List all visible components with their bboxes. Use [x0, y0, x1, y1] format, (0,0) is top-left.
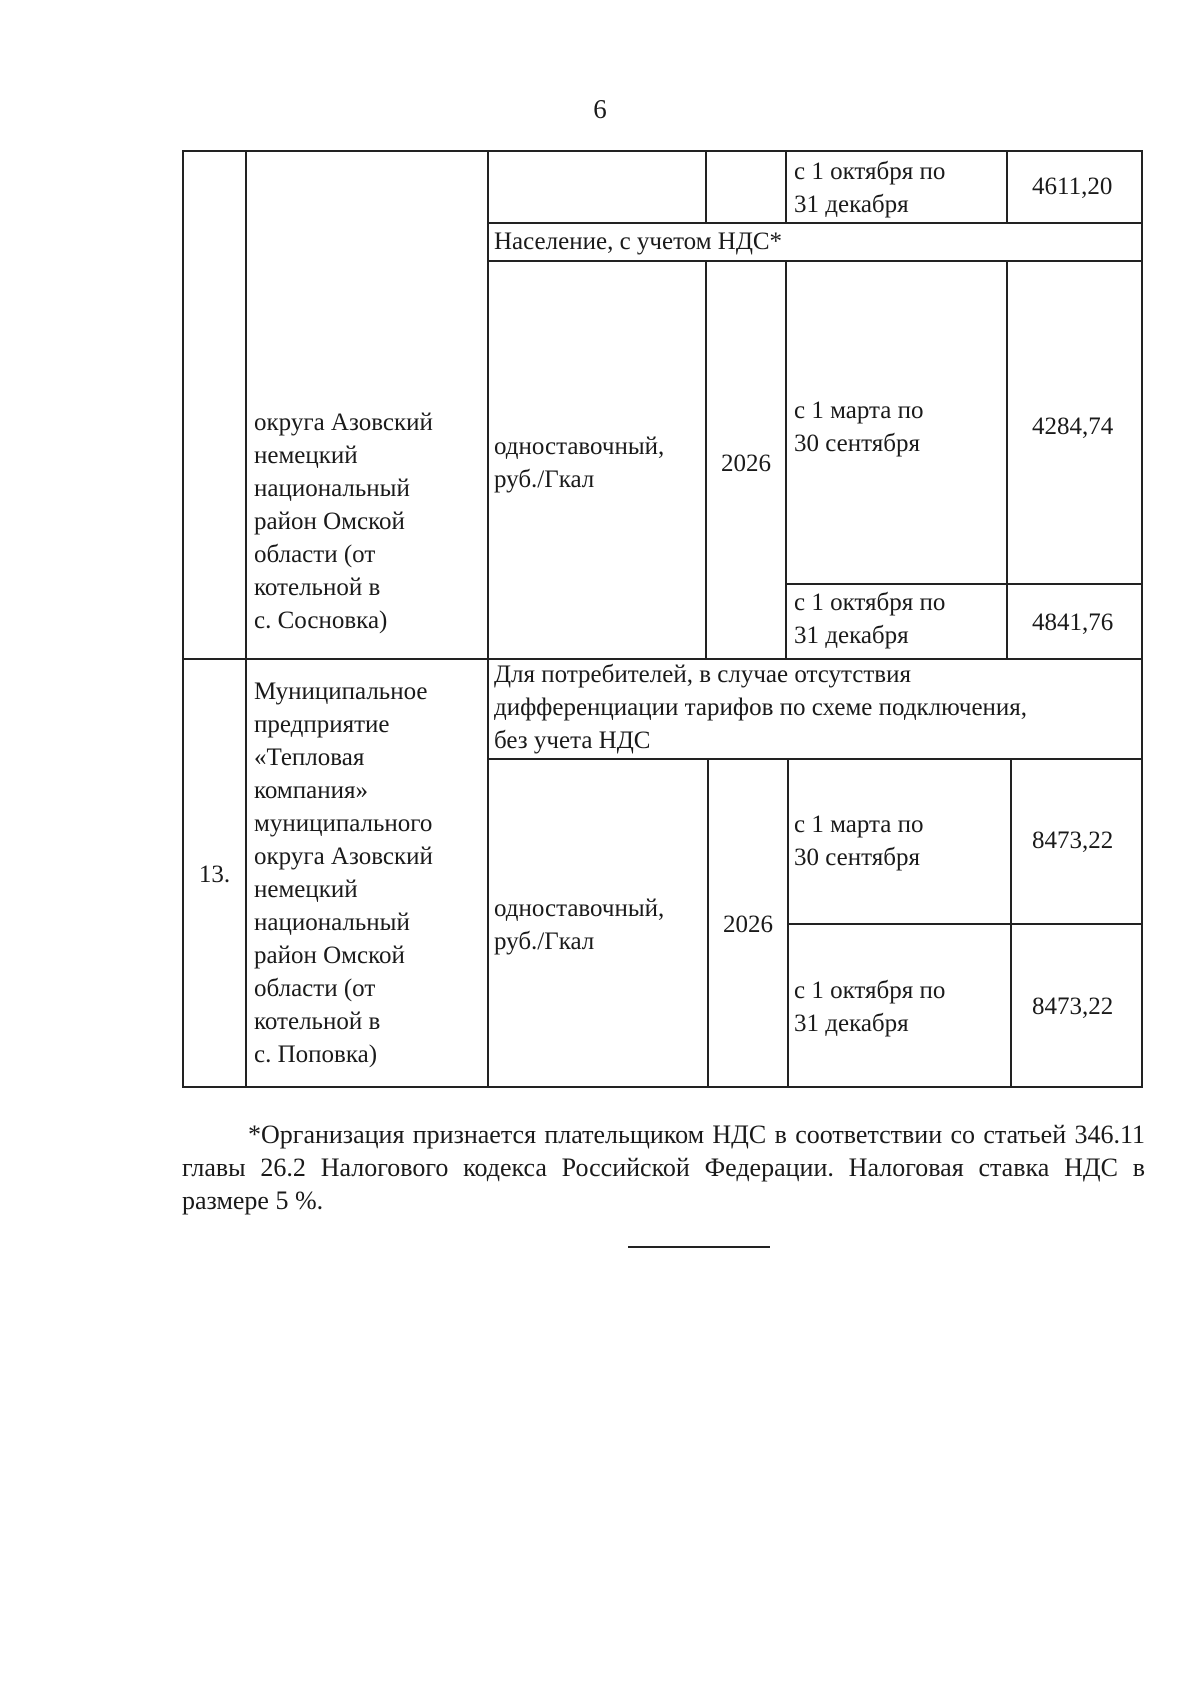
period-cell: с 1 марта по 30 сентября [794, 811, 924, 871]
col-divider-4 [785, 260, 787, 658]
row-divider [785, 583, 1143, 585]
end-rule [628, 1246, 770, 1248]
tariff-value: 4284,74 [1032, 413, 1114, 440]
vat-footnote [182, 1118, 1145, 1217]
group-header: Население, с учетом НДС* [494, 228, 783, 255]
page-number: 6 [593, 94, 607, 124]
tariff-value: 4841,76 [1032, 609, 1114, 636]
row-number: 13. [198, 861, 231, 888]
organization-name: Муниципальное предприятие «Тепловая компания» муниципального округа Азовский немецкий национальный район Омской области (от котельной в с. Поповка) [254, 678, 433, 1068]
tariff-value: 4611,20 [1032, 173, 1113, 200]
tariff-table [182, 150, 1143, 1088]
period-cell: с 1 октября по 31 декабря [794, 158, 946, 218]
period-cell: с 1 марта по 30 сентября [794, 397, 924, 457]
row-divider [787, 923, 1143, 925]
group-header: Для потребителей, в случае отсутствия дифференциации тарифов по схеме подключения, без учета НДС [494, 661, 1028, 754]
year-cell: 2026 [721, 450, 771, 477]
col-divider-2 [487, 152, 489, 1088]
col-divider-1 [245, 152, 247, 1088]
tariff-value: 8473,22 [1032, 827, 1114, 854]
year-cell: 2026 [723, 911, 773, 938]
footnote-text: *Организация признается плательщиком НДС в соответствии со статьей 346.11 главы 26.2 Налогового кодекса Российской Федерации. Налоговая ставка НДС в размере 5 %. [182, 1120, 1145, 1215]
organization-name: округа Азовский немецкий национальный район Омской области (от котельной в с. Сосновка) [254, 409, 433, 634]
row-divider [487, 222, 1143, 224]
period-cell: с 1 октября по 31 декабря [794, 589, 946, 649]
col-divider-3 [705, 152, 707, 222]
tariff-value: 8473,22 [1032, 993, 1114, 1020]
row-divider [487, 758, 1143, 760]
row-divider [487, 260, 1143, 262]
period-cell: с 1 октября по 31 декабря [794, 977, 946, 1037]
tariff-type: одноставочный, руб./Гкал [494, 895, 665, 955]
tariff-type: одноставочный, руб./Гкал [494, 433, 665, 493]
col-divider-4 [785, 152, 787, 222]
col-divider-5 [1006, 152, 1008, 222]
col-divider-5 [1006, 260, 1008, 658]
